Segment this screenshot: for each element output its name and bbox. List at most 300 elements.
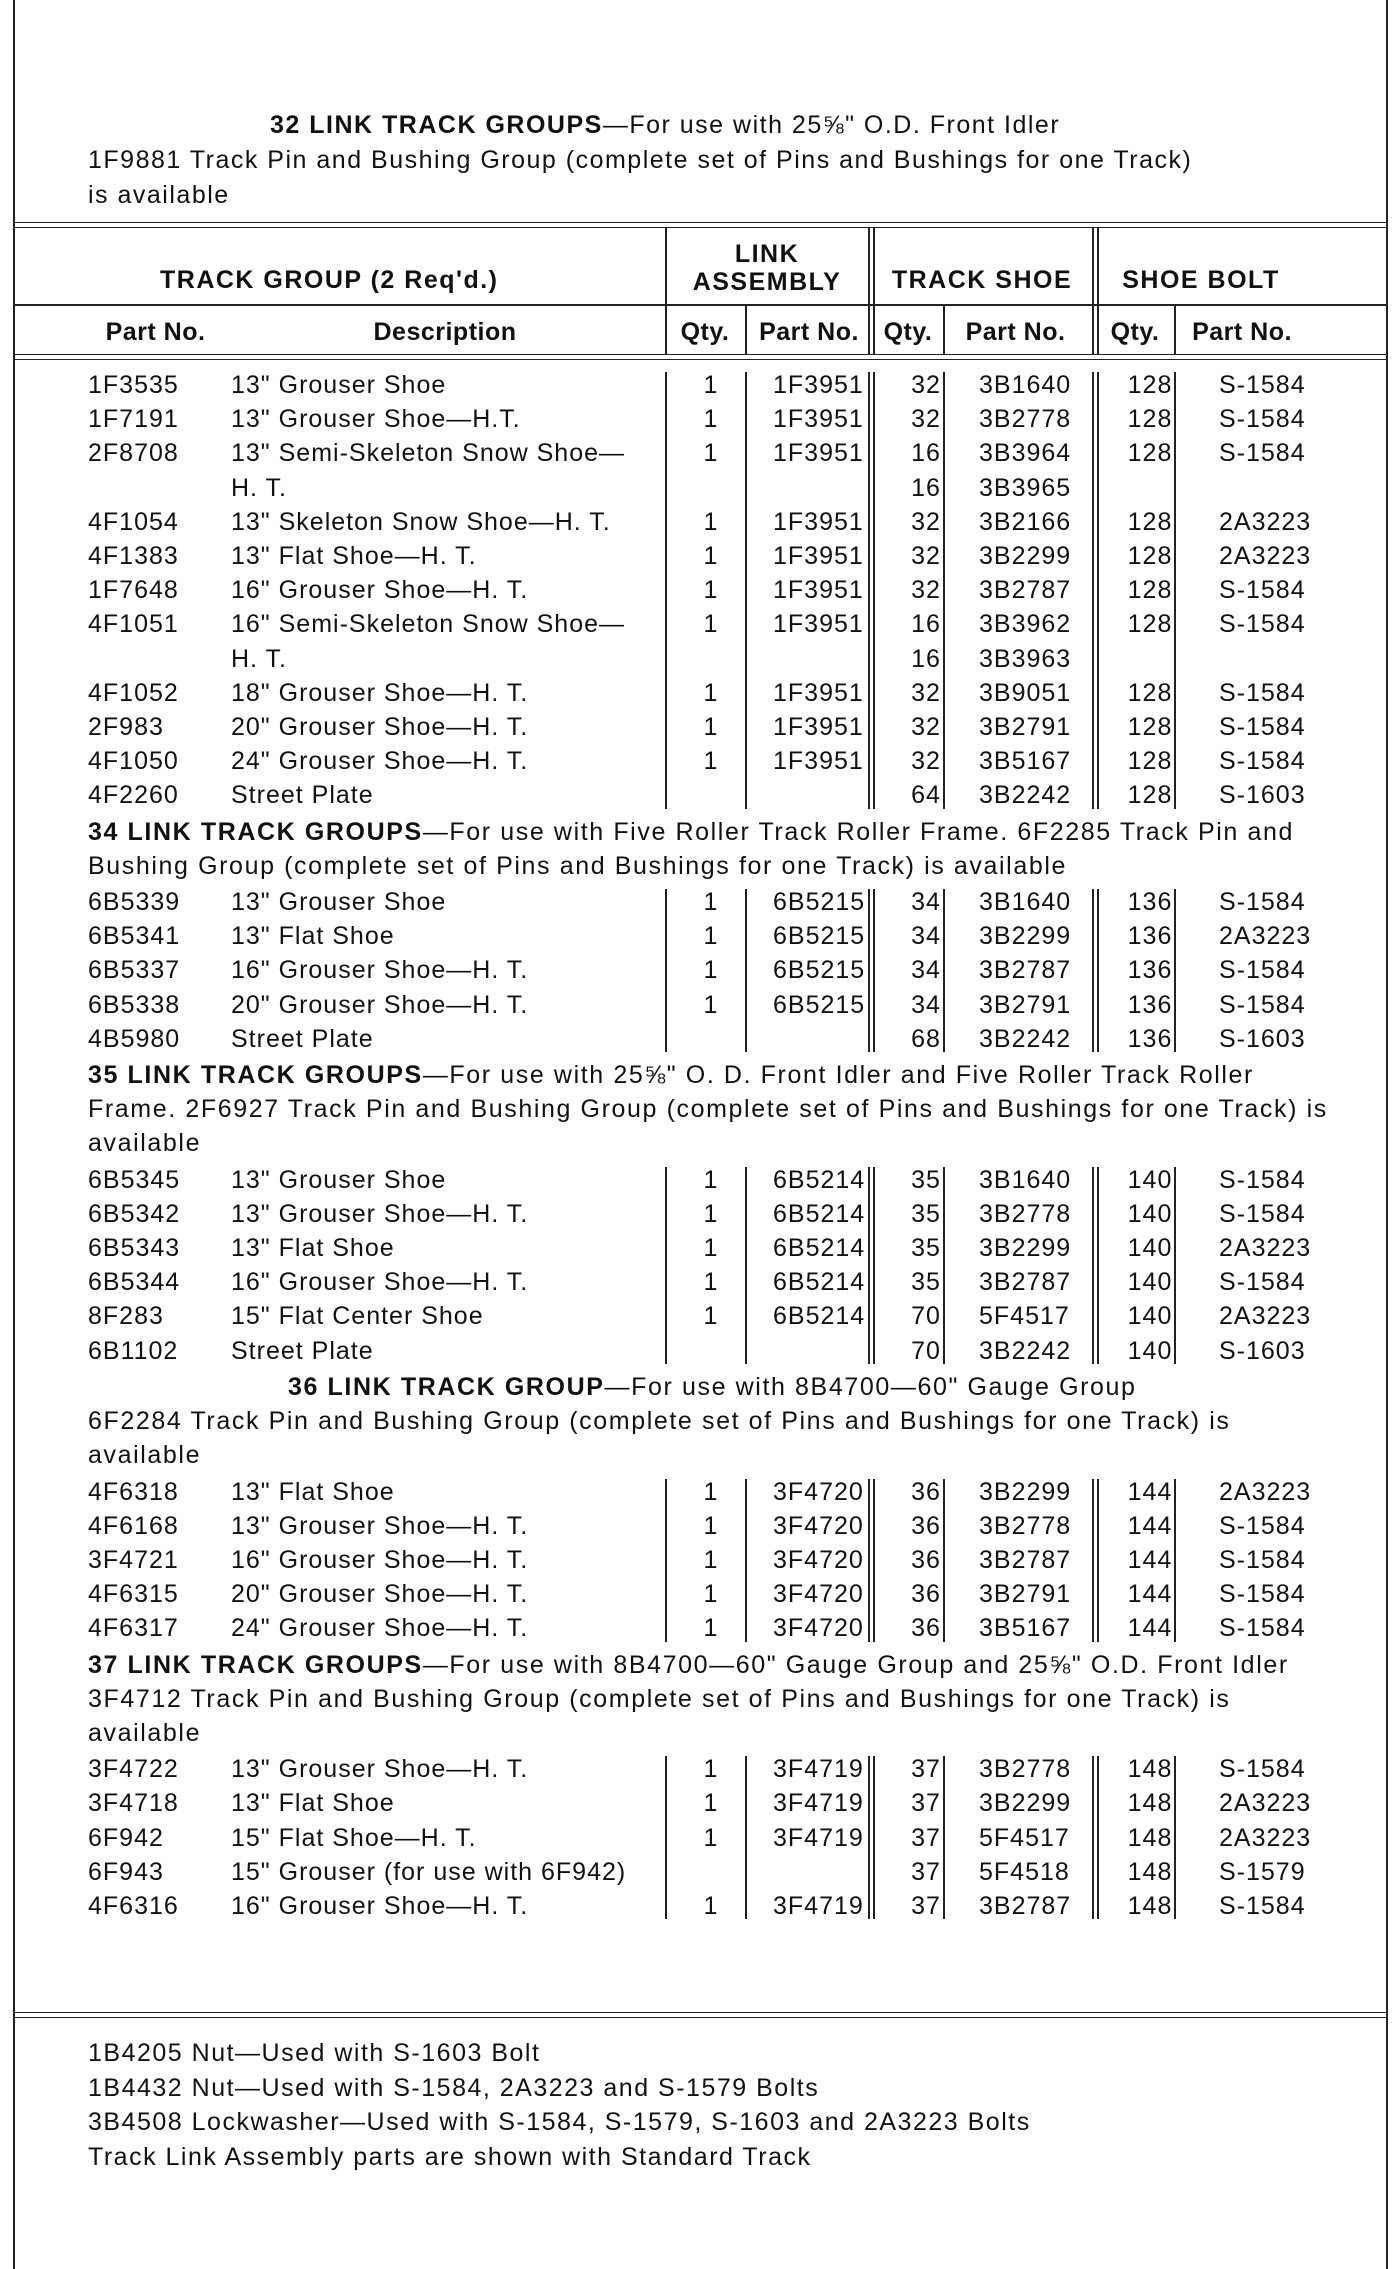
shoe-qty-cell: 35	[911, 1268, 941, 1297]
bolt-part-cell: 2A3223	[1219, 507, 1312, 536]
description-cell: 13" Grouser Shoe—H.T.	[231, 405, 521, 434]
shoe-part-cell: 3B2299	[979, 1234, 1072, 1263]
column-rule	[1174, 372, 1176, 809]
description-cell: 13" Grouser Shoe—H. T.	[231, 1755, 529, 1784]
shoe-qty-cell: 32	[911, 542, 941, 571]
shoe-qty-cell: 32	[911, 678, 941, 707]
link-qty-cell: 1	[703, 747, 719, 776]
shoe-qty-cell: 32	[911, 405, 941, 434]
shoe-qty-cell: 32	[911, 507, 941, 536]
link-part-cell	[751, 778, 891, 812]
table-row	[88, 1821, 1349, 1855]
shoe-qty-cell: 16	[911, 473, 941, 502]
part-number-cell: 4F1054	[88, 507, 179, 536]
description-cell: 13" Grouser Shoe	[231, 371, 447, 399]
bolt-qty-cell: 144	[1127, 1545, 1173, 1574]
link-part-cell: 6B5214	[773, 1165, 866, 1194]
part-number-cell: 6B5345	[88, 1165, 181, 1194]
column-rule	[1092, 372, 1094, 809]
section-heading	[88, 1646, 1349, 1753]
part-number-cell: 4F6316	[88, 1891, 179, 1920]
description-cell: Street Plate	[231, 1336, 374, 1365]
link-part-cell: 6B5214	[773, 1268, 866, 1297]
bolt-qty-cell: 128	[1127, 405, 1173, 434]
description-cell: 13" Flat Shoe—H. T.	[231, 542, 477, 571]
column-rule	[745, 1479, 747, 1642]
description-cell: 15" Flat Center Shoe	[231, 1302, 484, 1331]
shoe-qty-cell: 37	[911, 1857, 941, 1886]
link-part-cell: 6B5214	[773, 1234, 866, 1263]
link-qty-cell: 1	[703, 1823, 719, 1852]
link-qty-cell: 1	[703, 1789, 719, 1818]
part-number-cell	[88, 642, 223, 676]
shoe-part-cell: 3B2778	[979, 1755, 1072, 1784]
table-row	[88, 778, 1349, 812]
page-right-border	[1386, 0, 1388, 2269]
part-number-cell: 3F4718	[88, 1789, 179, 1818]
section-heading-bold: 36 LINK TRACK GROUP	[288, 1372, 605, 1401]
shoe-part-cell: 3B9051	[979, 678, 1072, 707]
header-divider	[873, 228, 875, 354]
shoe-part-cell: 3B2778	[979, 1511, 1072, 1540]
link-part-cell: 1F3951	[773, 610, 864, 639]
column-rule	[665, 1167, 667, 1364]
bolt-part-cell: S-1584	[1219, 1199, 1306, 1228]
bolt-part-cell: 2A3223	[1219, 1823, 1312, 1852]
bolt-qty-cell: 148	[1127, 1857, 1173, 1886]
table-row	[88, 1752, 1349, 1786]
bolt-qty-cell: 144	[1127, 1614, 1173, 1643]
link-part-cell	[751, 471, 891, 505]
part-number-cell: 6B1102	[88, 1336, 179, 1365]
col-link-part-no: Part No.	[759, 318, 859, 346]
link-qty-cell: 1	[703, 1199, 719, 1228]
section-heading-bold: 35 LINK TRACK GROUPS	[88, 1061, 423, 1090]
bolt-qty-cell: 128	[1127, 678, 1173, 707]
section-heading-bold: 37 LINK TRACK GROUPS	[88, 1650, 423, 1679]
shoe-part-cell: 3B2787	[979, 1891, 1072, 1920]
shoe-part-cell: 3B2791	[979, 1580, 1072, 1609]
shoe-bolt-heading: SHOE BOLT	[1122, 266, 1280, 294]
bolt-qty-cell: 148	[1127, 1789, 1173, 1818]
column-rule	[943, 1167, 945, 1364]
column-rule	[868, 889, 870, 1052]
link-part-cell: 6B5214	[773, 1302, 866, 1331]
footnote: 1B4205 Nut—Used with S-1603 Bolt	[88, 2039, 541, 2067]
bolt-qty-cell: 140	[1127, 1165, 1173, 1194]
bolt-part-cell: S-1603	[1219, 1024, 1306, 1053]
description-cell: 24" Grouser Shoe—H. T.	[231, 747, 529, 776]
bolt-part-cell: S-1579	[1219, 1857, 1306, 1886]
part-number-cell: 6B5341	[88, 922, 181, 951]
column-rule	[943, 1756, 945, 1919]
bolt-qty-cell: 128	[1127, 371, 1173, 399]
link-part-cell: 6B5215	[773, 922, 866, 951]
link-qty-cell	[671, 1855, 751, 1889]
bolt-qty-cell	[1111, 471, 1189, 505]
bolt-qty-cell: 136	[1127, 956, 1173, 985]
intro-title-bold: 32 LINK TRACK GROUPS	[270, 111, 603, 139]
shoe-qty-cell: 16	[911, 610, 941, 639]
table-row	[88, 1163, 1349, 1197]
shoe-part-cell: 3B3963	[979, 644, 1072, 673]
link-assembly-heading	[666, 240, 868, 296]
bolt-part-cell: 2A3223	[1219, 1302, 1312, 1331]
link-part-cell: 3F4719	[773, 1755, 864, 1784]
bolt-part-cell: S-1584	[1219, 610, 1306, 639]
shoe-qty-cell: 34	[911, 888, 941, 917]
section-heading-text: —For use with 25⅝" O. D. Front Idler and Five Roller Track Roller Frame. 2F6927 Track Pin and Bushing Group (complete set of Pins and Bushings for one Track) is available	[88, 1061, 1328, 1158]
description-cell: H. T.	[231, 644, 287, 673]
part-number-cell: 8F283	[88, 1302, 164, 1331]
link-qty-cell: 1	[703, 922, 719, 951]
description-cell: 13" Grouser Shoe	[231, 888, 447, 917]
description-cell: 13" Flat Shoe	[231, 922, 395, 951]
shoe-part-cell: 3B1640	[979, 371, 1072, 399]
table-row	[88, 1577, 1349, 1611]
description-cell: 13" Grouser Shoe—H. T.	[231, 1511, 529, 1540]
link-qty-cell: 1	[703, 1234, 719, 1263]
link-part-cell: 3F4720	[773, 1614, 864, 1643]
bolt-qty-cell: 148	[1127, 1823, 1173, 1852]
link-assembly-heading-line-2: ASSEMBLY	[692, 268, 842, 296]
description-cell: 13" Flat Shoe	[231, 1789, 395, 1818]
part-number-cell: 1F3535	[88, 371, 179, 399]
shoe-part-cell: 3B2242	[979, 1024, 1072, 1053]
column-rule	[873, 1167, 875, 1364]
bolt-part-cell: 2A3223	[1219, 1477, 1312, 1506]
description-cell: 24" Grouser Shoe—H. T.	[231, 1614, 529, 1643]
shoe-part-cell: 5F4517	[979, 1823, 1070, 1852]
link-part-cell: 1F3951	[773, 678, 864, 707]
table-row	[88, 919, 1349, 953]
section-heading	[88, 813, 1349, 885]
description-cell: 16" Grouser Shoe—H. T.	[231, 576, 529, 605]
part-number-cell: 4F1383	[88, 542, 179, 571]
col-shoe-qty: Qty.	[883, 318, 933, 346]
column-rule	[1097, 889, 1099, 1052]
bolt-part-cell: S-1584	[1219, 439, 1306, 468]
column-rule	[873, 1479, 875, 1642]
table-row	[88, 1543, 1349, 1577]
header-top-rule	[13, 222, 1386, 228]
shoe-qty-cell: 36	[911, 1580, 941, 1609]
description-cell: Street Plate	[231, 781, 374, 810]
bolt-part-cell: S-1584	[1219, 405, 1306, 434]
bolt-qty-cell: 128	[1127, 610, 1173, 639]
shoe-part-cell: 3B2778	[979, 405, 1072, 434]
bolt-qty-cell: 144	[1127, 1580, 1173, 1609]
link-part-cell: 3F4719	[773, 1789, 864, 1818]
bolt-qty-cell: 136	[1127, 922, 1173, 951]
column-rule	[665, 1756, 667, 1919]
shoe-part-cell: 3B3965	[979, 473, 1072, 502]
section-heading-text: —For use with 8B4700—60" Gauge Group and 25⅝" O.D. Front Idler 3F4712 Track Pin and Bushing Group (complete set of Pins and Bushings for one Track) is available	[88, 1650, 1289, 1747]
shoe-part-cell: 3B5167	[979, 1614, 1072, 1643]
link-qty-cell	[671, 778, 751, 812]
description-cell: 20" Grouser Shoe—H. T.	[231, 990, 529, 1019]
column-rule	[665, 1479, 667, 1642]
column-rule	[1097, 1479, 1099, 1642]
link-part-cell: 6B5214	[773, 1199, 866, 1228]
bolt-part-cell: S-1584	[1219, 1511, 1306, 1540]
part-number-cell: 4F6317	[88, 1614, 179, 1643]
column-rule	[868, 1756, 870, 1919]
bolt-qty-cell: 140	[1127, 1199, 1173, 1228]
bolt-qty-cell: 148	[1127, 1891, 1173, 1920]
column-rule	[1092, 1756, 1094, 1919]
link-part-cell: 6B5215	[773, 956, 866, 985]
bolt-part-cell: S-1603	[1219, 781, 1306, 810]
description-cell: 13" Flat Shoe	[231, 1234, 395, 1263]
section-heading	[88, 1056, 1349, 1163]
part-number-cell: 2F8708	[88, 439, 179, 468]
link-qty-cell	[671, 471, 751, 505]
column-rule	[1092, 889, 1094, 1052]
link-qty-cell: 1	[703, 1165, 719, 1194]
link-part-cell	[751, 1022, 891, 1056]
description-cell: 15" Flat Shoe—H. T.	[231, 1823, 477, 1852]
col-shoe-part-no: Part No.	[965, 318, 1066, 346]
link-qty-cell	[671, 1022, 751, 1056]
bolt-qty-cell: 136	[1127, 990, 1173, 1019]
shoe-part-cell: 3B5167	[979, 747, 1072, 776]
part-number-cell: 4B5980	[88, 1024, 181, 1053]
bolt-qty-cell: 128	[1127, 576, 1173, 605]
shoe-part-cell: 3B2787	[979, 576, 1072, 605]
shoe-part-cell: 3B2242	[979, 1336, 1072, 1365]
column-rule	[1174, 1167, 1176, 1364]
shoe-qty-cell: 32	[911, 576, 941, 605]
shoe-part-cell: 3B1640	[979, 888, 1072, 917]
table-row	[88, 402, 1349, 436]
bolt-part-cell: 2A3223	[1219, 542, 1312, 571]
parts-table	[88, 368, 1349, 1923]
shoe-qty-cell: 37	[911, 1891, 941, 1920]
table-row	[88, 1475, 1349, 1509]
link-qty-cell: 1	[703, 1755, 719, 1784]
shoe-part-cell: 5F4517	[979, 1302, 1070, 1331]
shoe-qty-cell: 36	[911, 1477, 941, 1506]
shoe-qty-cell: 70	[911, 1302, 941, 1331]
table-row	[88, 436, 1349, 470]
bolt-qty-cell: 140	[1127, 1268, 1173, 1297]
part-number-cell: 4F1051	[88, 610, 179, 639]
column-rule	[873, 889, 875, 1052]
group-header-rule	[13, 304, 1386, 306]
part-number-cell: 4F6315	[88, 1580, 179, 1609]
part-number-cell: 2F983	[88, 713, 164, 742]
header-divider	[745, 306, 747, 354]
shoe-qty-cell: 34	[911, 922, 941, 951]
section-heading-row	[88, 813, 1349, 885]
column-rule	[1097, 372, 1099, 809]
shoe-qty-cell: 64	[911, 781, 941, 810]
table-row	[88, 1509, 1349, 1543]
link-part-cell	[751, 1334, 891, 1368]
shoe-part-cell: 3B2299	[979, 1477, 1072, 1506]
shoe-part-cell: 3B3964	[979, 439, 1072, 468]
description-cell: Street Plate	[231, 1024, 374, 1053]
shoe-part-cell: 3B2778	[979, 1199, 1072, 1228]
shoe-part-cell: 3B2791	[979, 713, 1072, 742]
shoe-part-cell: 3B2299	[979, 922, 1072, 951]
intro-title-rest: —For use with 25⅝" O.D. Front Idler	[602, 111, 1061, 139]
section-heading-text: —For use with 8B4700—60" Gauge Group	[604, 1372, 1137, 1401]
link-part-cell: 3F4720	[773, 1545, 864, 1574]
shoe-part-cell: 3B2299	[979, 1789, 1072, 1818]
shoe-part-cell: 3B3962	[979, 610, 1072, 639]
table-row	[88, 471, 1349, 505]
link-qty-cell: 1	[703, 1511, 719, 1540]
bolt-part-cell: S-1584	[1219, 371, 1306, 399]
shoe-qty-cell: 16	[911, 439, 941, 468]
column-rule	[1092, 1167, 1094, 1364]
table-row	[88, 1231, 1349, 1265]
link-qty-cell: 1	[703, 439, 719, 468]
footnotes	[88, 2036, 1031, 2174]
column-rule	[745, 1167, 747, 1364]
shoe-part-cell: 3B2787	[979, 1545, 1072, 1574]
description-cell: 16" Grouser Shoe—H. T.	[231, 1891, 529, 1920]
part-number-cell: 6B5344	[88, 1268, 181, 1297]
link-qty-cell	[671, 1334, 751, 1368]
bolt-qty-cell: 128	[1127, 439, 1173, 468]
bolt-qty-cell: 128	[1127, 747, 1173, 776]
link-qty-cell: 1	[703, 1302, 719, 1331]
bolt-part-cell: S-1584	[1219, 888, 1306, 917]
bolt-part-cell: S-1584	[1219, 1891, 1306, 1920]
link-part-cell: 6B5215	[773, 888, 866, 917]
table-row	[88, 744, 1349, 778]
column-rule	[1174, 1756, 1176, 1919]
shoe-qty-cell: 36	[911, 1545, 941, 1574]
bolt-part-cell: S-1584	[1219, 1268, 1306, 1297]
track-group-heading: TRACK GROUP (2 Req'd.)	[160, 266, 499, 294]
part-number-cell: 1F7191	[88, 405, 179, 434]
bolt-qty-cell: 128	[1127, 713, 1173, 742]
column-rule	[665, 889, 667, 1052]
bolt-part-cell: S-1584	[1219, 1580, 1306, 1609]
bolt-part-cell: 2A3223	[1219, 1234, 1312, 1263]
part-number-cell: 4F1050	[88, 747, 179, 776]
table-row	[88, 1855, 1349, 1889]
shoe-qty-cell: 37	[911, 1823, 941, 1852]
section-heading-row	[88, 1368, 1349, 1475]
header-divider	[1174, 306, 1176, 354]
link-qty-cell: 1	[703, 405, 719, 434]
link-qty-cell: 1	[703, 1614, 719, 1643]
table-row	[88, 573, 1349, 607]
bolt-qty-cell: 136	[1127, 1024, 1173, 1053]
link-qty-cell: 1	[703, 990, 719, 1019]
bolt-qty-cell: 140	[1127, 1234, 1173, 1263]
bolt-qty-cell: 144	[1127, 1477, 1173, 1506]
section-heading-row	[88, 1056, 1349, 1163]
bolt-qty-cell: 136	[1127, 888, 1173, 917]
section-heading-bold: 34 LINK TRACK GROUPS	[88, 817, 423, 846]
description-cell: 18" Grouser Shoe—H. T.	[231, 678, 529, 707]
bolt-qty-cell: 140	[1127, 1302, 1173, 1331]
shoe-qty-cell: 16	[911, 644, 941, 673]
bolt-qty-cell: 140	[1127, 1336, 1173, 1365]
link-qty-cell: 1	[703, 888, 719, 917]
link-part-cell: 1F3951	[773, 576, 864, 605]
header-divider	[1097, 228, 1099, 354]
bolt-part-cell: 2A3223	[1219, 1789, 1312, 1818]
link-qty-cell: 1	[703, 1545, 719, 1574]
column-rule	[1174, 1479, 1176, 1642]
shoe-qty-cell: 32	[911, 371, 941, 399]
table-row	[88, 1611, 1349, 1645]
shoe-part-cell: 5F4518	[979, 1857, 1070, 1886]
column-header-bottom-rule	[13, 354, 1386, 360]
header-divider	[943, 306, 945, 354]
track-shoe-heading: TRACK SHOE	[891, 266, 1073, 294]
bolt-part-cell: S-1584	[1219, 1545, 1306, 1574]
description-cell: H. T.	[231, 473, 287, 502]
link-qty-cell: 1	[703, 1580, 719, 1609]
shoe-part-cell: 3B2299	[979, 542, 1072, 571]
intro-title	[88, 108, 1318, 143]
description-cell: 16" Grouser Shoe—H. T.	[231, 1268, 529, 1297]
link-part-cell: 3F4719	[773, 1891, 864, 1920]
col-bolt-qty: Qty.	[1110, 318, 1160, 346]
link-qty-cell: 1	[703, 678, 719, 707]
link-part-cell: 1F3951	[773, 405, 864, 434]
column-rule	[1097, 1167, 1099, 1364]
part-number-cell: 4F2260	[88, 781, 179, 810]
column-rule	[868, 372, 870, 809]
table-row	[88, 1889, 1349, 1923]
link-part-cell: 1F3951	[773, 542, 864, 571]
link-qty-cell: 1	[703, 542, 719, 571]
footnote: 3B4508 Lockwasher—Used with S-1584, S-1579, S-1603 and 2A3223 Bolts	[88, 2108, 1031, 2136]
column-rule	[745, 889, 747, 1052]
table-row	[88, 1197, 1349, 1231]
bolt-part-cell: S-1584	[1219, 576, 1306, 605]
table-row	[88, 953, 1349, 987]
column-rule	[868, 1167, 870, 1364]
column-rule	[1097, 1756, 1099, 1919]
column-rule	[1092, 1479, 1094, 1642]
col-part-no: Part No.	[105, 318, 206, 346]
link-part-cell: 1F3951	[773, 747, 864, 776]
part-number-cell	[88, 471, 223, 505]
column-rule	[1174, 889, 1176, 1052]
footnote: Track Link Assembly parts are shown with Standard Track	[88, 2142, 812, 2171]
table-row	[88, 676, 1349, 710]
description-cell: 13" Semi-Skeleton Snow Shoe—	[231, 439, 626, 468]
column-rule	[873, 372, 875, 809]
description-cell: 13" Skeleton Snow Shoe—H. T.	[231, 507, 611, 536]
part-number-cell: 3F4722	[88, 1755, 179, 1784]
shoe-qty-cell: 32	[911, 747, 941, 776]
col-description: Description	[373, 318, 517, 346]
part-number-cell: 6B5338	[88, 990, 181, 1019]
description-cell: 13" Flat Shoe	[231, 1477, 395, 1506]
link-qty-cell: 1	[703, 713, 719, 742]
column-rule	[943, 889, 945, 1052]
bolt-part-cell: S-1584	[1219, 1165, 1306, 1194]
part-number-cell: 3F4721	[88, 1545, 179, 1574]
link-qty-cell: 1	[703, 1891, 719, 1920]
section-heading-text: —For use with Five Roller Track Roller Frame. 6F2285 Track Pin and Bushing Group (complete set of Pins and Bushings for one Track) is available	[88, 817, 1294, 880]
table-row	[88, 885, 1349, 919]
shoe-qty-cell: 35	[911, 1234, 941, 1263]
intro-block	[88, 108, 1318, 213]
bolt-qty-cell: 128	[1127, 507, 1173, 536]
